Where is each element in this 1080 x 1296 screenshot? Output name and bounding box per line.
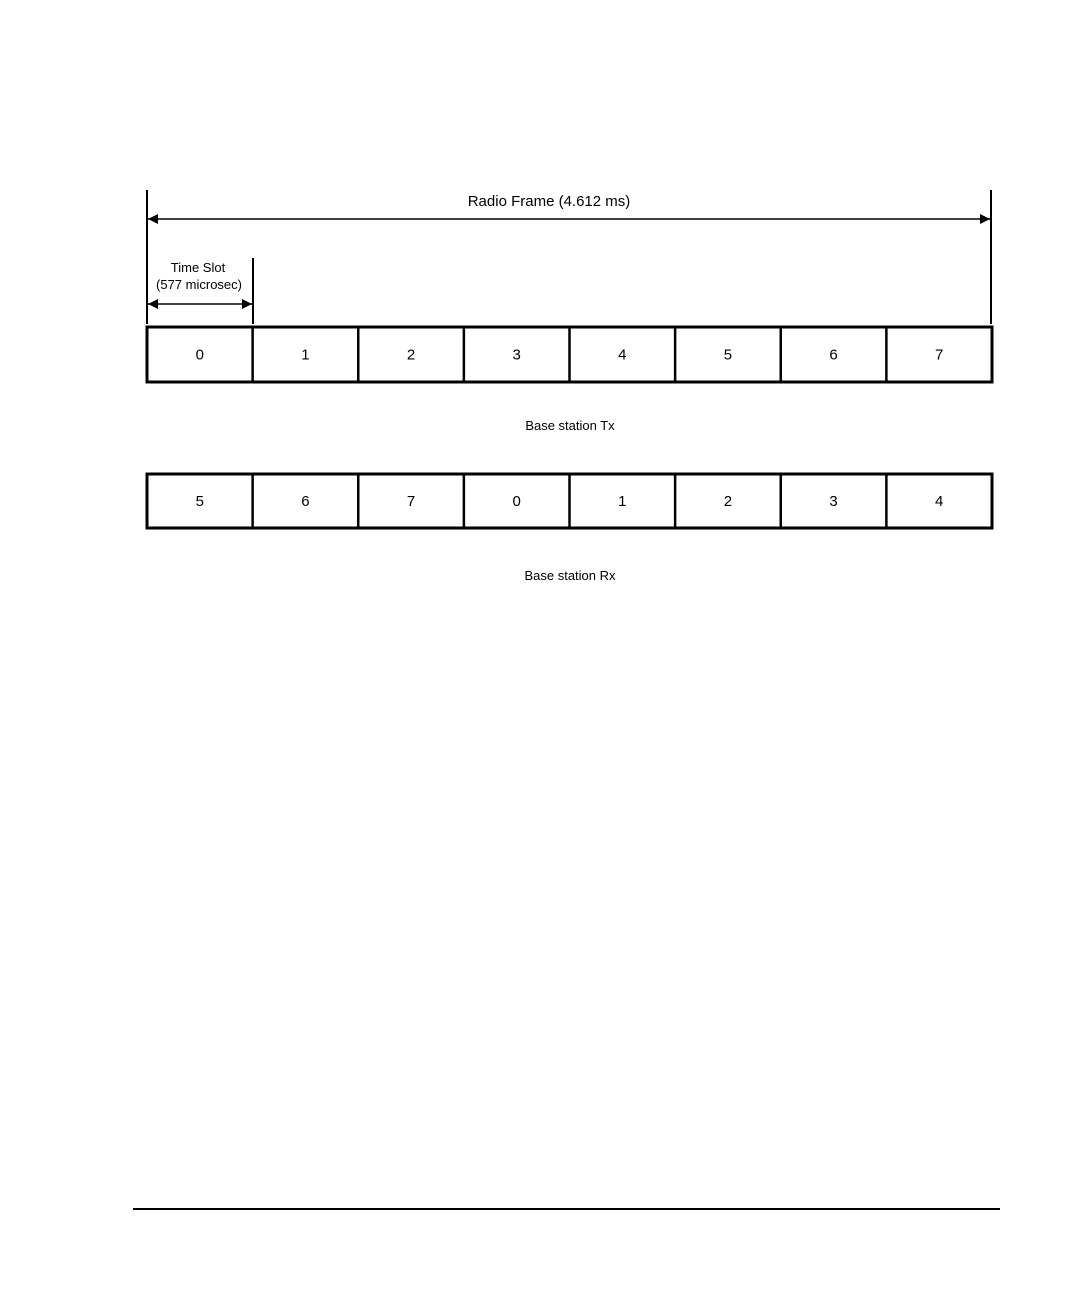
tx-slot-0: 0 [195,346,204,364]
radio-frame-span [147,190,991,324]
rx-slot-2: 2 [723,493,733,510]
tx-slot-row [147,327,992,382]
tx-slot-2: 2 [406,346,416,364]
tx-slot-4: 4 [618,346,627,364]
rx-slot-6: 6 [301,493,310,510]
rx-slot-row [147,474,992,528]
rx-slot-1: 1 [618,493,627,510]
rx-caption: Base station Rx [524,568,616,583]
footer-rule [133,1208,1000,1210]
time-slot-label-line2: (577 microsec) [156,277,242,292]
rx-slot-7: 7 [406,493,416,510]
tx-slot-1: 1 [301,346,310,364]
rx-slot-4: 4 [935,493,944,510]
rx-slot-5: 5 [195,493,204,510]
rx-slot-3: 3 [829,493,838,510]
time-slot-span [148,258,253,324]
tx-slot-3: 3 [512,346,521,364]
rx-slot-0: 0 [512,493,521,510]
tx-slot-6: 6 [829,346,838,364]
radio-frame-label: Radio Frame (4.612 ms) [467,193,631,210]
tx-slot-7: 7 [935,346,944,364]
tx-caption: Base station Tx [525,418,615,433]
tx-slot-5: 5 [723,346,733,364]
time-slot-label-line1: Time Slot [170,260,226,275]
